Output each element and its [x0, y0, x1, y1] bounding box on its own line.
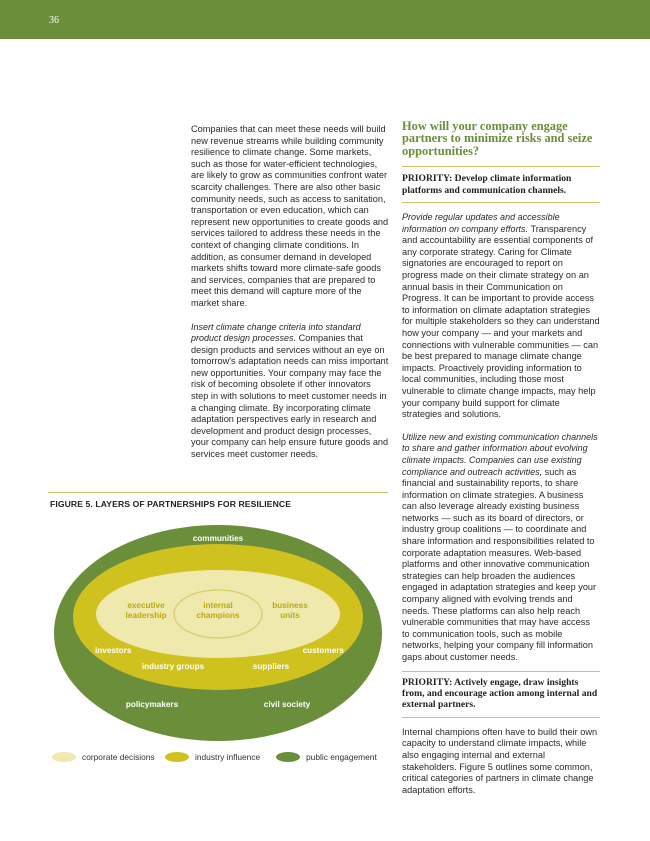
priority-2: PRIORITY: Actively engage, draw insights from, and encourage action among internal and external partners. — [402, 676, 598, 711]
left-paragraph-1: Companies that can meet these needs will build new revenue streams while building community resilience to climate change. Some markets, such as those for water-efficient technologies, are likely to grow as communities confront water scarcity challenges. There are also other basic community needs, such as access to sanitation, transportation or even education, which can represent new opportunities to create goods and services tailored to address these needs in the context of changing climate conditions. In addition, as consumer demand in developed markets shifts toward more climate-safe goods and services, companies that are prepared to meet this demand will capture more of the market share. — [191, 124, 389, 308]
label-investors: investors — [95, 646, 132, 655]
label-champions: champions — [196, 611, 240, 620]
heading-rule — [402, 166, 600, 167]
label-leadership: leadership — [125, 611, 167, 620]
legend-swatch-industry — [165, 752, 189, 762]
top-banner — [0, 0, 650, 39]
right-paragraph-1-body: Transparency and accountability are essential components of any corporate strategy. Caring for Climate signatories are encouraged to report on progress made on their climate strategy on an annual basis in their Communication on Progress. It can be important to provide access to information on climate adaptation strategies for multiple stakeholders so they can understand how your company — and your markets and connections with vulnerable communities — can be best prepared to manage climate change impacts. Proactively providing information to local communities, including those most vulnerable to climate change impacts, may help your company build support for climate strategies and solutions. — [402, 223, 600, 420]
right-column — [402, 120, 600, 796]
right-paragraph-2-body: such as financial and sustainability reports, to share information on climate strategies. A business can also leverage already existing business networks — such as its board of directors, or industry group coalitions — to coordinate and share information and responsibilities related to corporate adaptation measures. Web-based platforms and other innovative communication strategies can help broaden the audiences engaged in adaptation strategies and keep your company aligned with evolving trends and needs. These platforms can also help reach vulnerable communities that may have access to communication tools, such as mobile networks, helping your company fill information gaps about customer needs. — [402, 466, 597, 662]
legend-swatch-corporate — [52, 752, 76, 762]
left-column — [191, 124, 389, 461]
legend-item-industry — [165, 752, 260, 762]
label-business: business — [272, 601, 308, 610]
legend-swatch-public — [276, 752, 300, 762]
right-paragraph-2 — [402, 432, 600, 664]
priority-1-rule — [402, 202, 600, 203]
label-industry-groups: industry groups — [141, 662, 205, 671]
right-paragraph-1-lead: Provide regular updates and accessible information on company efforts. — [402, 212, 560, 234]
left-paragraph-2-lead: Insert climate change criteria into standard product design processes. — [191, 321, 361, 344]
label-communities: communities — [192, 534, 244, 543]
label-suppliers: suppliers — [252, 662, 290, 671]
right-paragraph-1 — [402, 212, 600, 421]
legend-label-public: public engagement — [306, 752, 377, 762]
figure-title: FIGURE 5. LAYERS OF PARTNERSHIPS FOR RESILIENCE — [50, 499, 292, 509]
label-executive: executive — [127, 601, 165, 610]
right-paragraph-2-lead: Utilize new and existing communication channels to share and gather information about evolving climate impacts. Companies can use existing compliance and outreach activities, — [402, 431, 598, 477]
figure-top-rule — [48, 492, 388, 493]
priority-2-rule — [402, 717, 600, 718]
section-heading: How will your company engage partners to minimize risks and seize opportunities? — [402, 119, 593, 158]
label-customers: customers — [302, 646, 344, 655]
left-paragraph-2 — [191, 322, 389, 461]
page-number: 36 — [49, 15, 59, 26]
legend-label-industry: industry influence — [195, 752, 261, 762]
label-civil-society: civil society — [263, 700, 311, 709]
partnership-layers-diagram — [48, 522, 388, 744]
priority-2-top-rule — [402, 671, 600, 672]
right-paragraph-3: Internal champions often have to build their own capacity to understand climate impacts, while also engaging internal and external stakeholders. Figure 5 outlines some common, critical categories of partners in climate change adaptation efforts. — [402, 726, 598, 795]
left-paragraph-2-body: Companies that design products and services without an eye on tomorrow's adaptation needs can miss important new opportunities. Your company may face the risk of becoming obsolete if other innovators step in with solutions to meet customer needs in a changing climate. By incorporating climate adaptation perspectives early in research and development and product design processes, your company can help ensure future goods and services meet customer needs. — [191, 333, 389, 460]
legend-label-corporate: corporate decisions — [82, 752, 155, 762]
priority-1: PRIORITY: Develop climate information platforms and communication channels. — [402, 173, 572, 196]
legend-item-corporate — [52, 752, 155, 762]
legend-item-public — [276, 752, 377, 762]
label-units: units — [280, 611, 300, 620]
label-policymakers: policymakers — [125, 700, 179, 709]
figure-legend — [52, 752, 392, 766]
label-internal: internal — [203, 601, 233, 610]
